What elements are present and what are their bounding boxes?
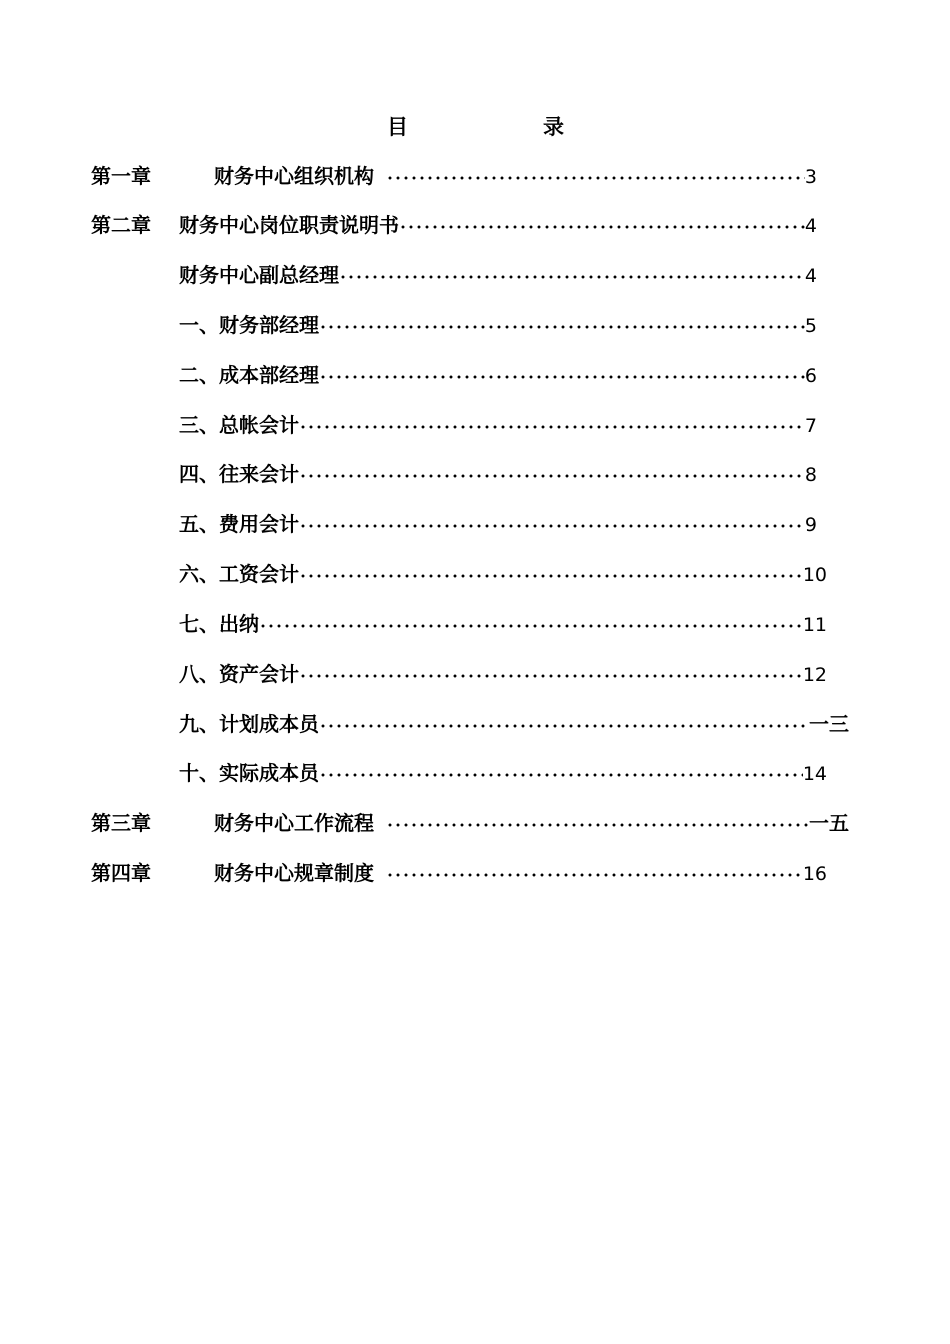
entry-title: 十、实际成本员 xyxy=(179,761,319,785)
entry-title: 财务中心组织机构 xyxy=(214,164,374,188)
toc-entry-finance-manager[interactable] xyxy=(179,309,817,341)
entry-title: 八、资产会计 xyxy=(179,662,299,686)
dot-leader xyxy=(319,724,809,728)
dot-leader xyxy=(299,474,805,478)
dot-leader xyxy=(386,873,803,877)
toc-title-part2: 录 xyxy=(543,115,564,139)
dot-leader xyxy=(339,275,805,279)
dot-leader xyxy=(299,574,803,578)
page-number: 一五 xyxy=(809,811,849,835)
page-number: 8 xyxy=(804,464,817,486)
dot-leader xyxy=(259,624,803,628)
page-number: 4 xyxy=(804,265,817,287)
toc-entry-vice-gm[interactable] xyxy=(179,259,817,291)
toc-entry-payroll-accountant[interactable] xyxy=(179,558,827,590)
entry-title: 财务中心规章制度 xyxy=(214,861,374,885)
toc-entry-general-ledger[interactable] xyxy=(179,409,817,441)
entry-title: 四、往来会计 xyxy=(179,462,299,486)
toc-entry-chapter-1[interactable] xyxy=(91,160,817,192)
page-number: 4 xyxy=(804,215,817,237)
entry-title: 七、出纳 xyxy=(179,612,259,636)
dot-leader xyxy=(319,325,805,329)
dot-leader xyxy=(386,823,809,827)
dot-leader xyxy=(319,375,805,379)
toc-title xyxy=(0,112,950,142)
toc-entry-expense-accountant[interactable] xyxy=(179,508,817,540)
dot-leader xyxy=(399,225,805,229)
chapter-label: 第二章 xyxy=(91,213,151,237)
page-number: 10 xyxy=(802,564,827,586)
toc-entry-actual-cost-clerk[interactable] xyxy=(179,757,827,789)
chapter-label: 第三章 xyxy=(91,811,151,835)
page-number: 5 xyxy=(804,315,817,337)
entry-title: 五、费用会计 xyxy=(179,512,299,536)
dot-leader xyxy=(386,176,805,180)
dot-leader xyxy=(319,773,803,777)
entry-title: 财务中心岗位职责说明书 xyxy=(179,213,399,237)
toc-entry-chapter-3[interactable] xyxy=(91,807,849,839)
entry-title: 财务中心工作流程 xyxy=(214,811,374,835)
page-number: 11 xyxy=(802,614,827,636)
page-number: 6 xyxy=(804,365,817,387)
entry-title: 三、总帐会计 xyxy=(179,413,299,437)
chapter-label: 第一章 xyxy=(91,164,151,188)
chapter-label: 第四章 xyxy=(91,861,151,885)
dot-leader xyxy=(299,425,805,429)
dot-leader xyxy=(299,524,805,528)
entry-title: 二、成本部经理 xyxy=(179,363,319,387)
toc-entry-chapter-2[interactable] xyxy=(91,209,817,241)
entry-title: 一、财务部经理 xyxy=(179,313,319,337)
toc-entry-cashier[interactable] xyxy=(179,608,827,640)
dot-leader xyxy=(299,674,803,678)
entry-title: 财务中心副总经理 xyxy=(179,263,339,287)
page-number: 9 xyxy=(804,514,817,536)
page-number: 14 xyxy=(802,763,827,785)
toc-entry-asset-accountant[interactable] xyxy=(179,658,827,690)
page-number: 一三 xyxy=(809,712,849,736)
page-number: 16 xyxy=(802,863,827,885)
toc-entry-accounts-accountant[interactable] xyxy=(179,458,817,490)
page-number: 3 xyxy=(804,166,817,188)
toc-title-part1: 目 xyxy=(387,115,408,139)
toc-entry-planned-cost-clerk[interactable] xyxy=(179,708,849,740)
toc-entry-cost-manager[interactable] xyxy=(179,359,817,391)
page-number: 7 xyxy=(804,415,817,437)
toc-entry-chapter-4[interactable] xyxy=(91,857,827,889)
page-number: 12 xyxy=(802,664,827,686)
entry-title: 九、计划成本员 xyxy=(179,712,319,736)
entry-title: 六、工资会计 xyxy=(179,562,299,586)
